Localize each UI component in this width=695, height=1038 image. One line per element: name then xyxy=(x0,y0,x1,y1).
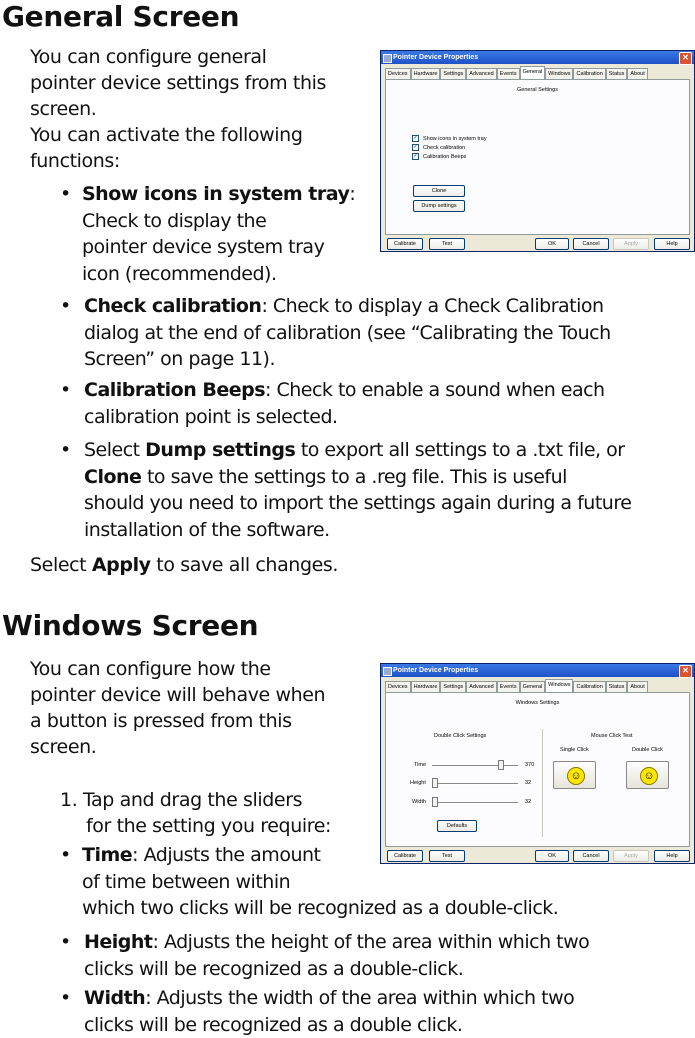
list-item: Select Dump settings to export all settings to a .txt file, or Clone to save the settings to a .reg file. This is useful should you need to import the settings again during a future installation of the software. xyxy=(84,439,632,541)
help-button[interactable]: Help xyxy=(654,238,690,250)
list-item: Show icons in system tray: Check to display the pointer device system tray icon (recommended). xyxy=(82,183,356,285)
bullet: • xyxy=(60,379,72,401)
ok-button[interactable]: OK xyxy=(535,238,569,250)
tab-calibration[interactable]: Calibration xyxy=(573,68,605,79)
list-item: Check calibration: Check to display a Check Calibration dialog at the end of calibration (see “Calibrating the Touch Screen” on page 11). xyxy=(84,295,611,370)
height-value: 32 xyxy=(525,780,532,786)
tab-devices[interactable]: Devices xyxy=(385,68,411,79)
tab-about[interactable]: About xyxy=(627,68,647,79)
check-calibration-checkbox[interactable]: ✓ Check calibration xyxy=(413,144,466,151)
step-1: 1. Tap and drag the sliders for the setting you require: xyxy=(60,789,331,837)
height-slider-thumb[interactable] xyxy=(432,778,438,788)
windows-dialog xyxy=(380,663,695,864)
tab-hardware[interactable]: Hardware xyxy=(411,681,441,692)
time-slider-track[interactable] xyxy=(432,765,518,767)
tab-status[interactable]: Status xyxy=(606,681,628,692)
single-click-test-button[interactable] xyxy=(553,761,596,789)
section-title: Windows Settings xyxy=(515,700,560,706)
divider xyxy=(542,729,543,837)
bullet: • xyxy=(60,987,72,1009)
clone-button[interactable]: Clone xyxy=(413,185,465,197)
tab-about[interactable]: About xyxy=(627,681,647,692)
close-icon[interactable]: ✕ xyxy=(679,52,692,65)
tab-strip xyxy=(385,68,648,79)
tab-general[interactable]: General xyxy=(520,66,546,79)
bullet: • xyxy=(60,439,72,461)
tab-windows[interactable]: Windows xyxy=(545,679,573,692)
width-value: 32 xyxy=(525,799,532,805)
height-label: Height xyxy=(410,780,426,786)
test-button[interactable]: Test xyxy=(429,850,465,862)
test-button[interactable]: Test xyxy=(429,238,465,250)
apply-button[interactable]: Apply xyxy=(613,850,649,862)
ok-button[interactable]: OK xyxy=(535,850,569,862)
list-item: Width: Adjusts the width of the area within which two clicks will be recognized as a double click. xyxy=(84,987,575,1036)
cancel-button[interactable]: Cancel xyxy=(573,850,609,862)
general-heading: General Screen xyxy=(2,0,240,33)
close-icon[interactable]: ✕ xyxy=(679,665,692,678)
width-slider-thumb[interactable] xyxy=(432,797,438,807)
app-icon xyxy=(383,667,392,676)
bullet: • xyxy=(60,295,72,317)
general-intro: You can configure general pointer device settings from this screen. You can activate the following functions: xyxy=(30,46,326,172)
tab-status[interactable]: Status xyxy=(606,68,628,79)
help-button[interactable]: Help xyxy=(654,850,690,862)
tab-calibration[interactable]: Calibration xyxy=(573,681,605,692)
defaults-button[interactable]: Defaults xyxy=(437,820,477,832)
apply-note: Select Apply to save all changes. xyxy=(30,554,339,576)
general-dialog xyxy=(380,50,695,252)
windows-panel xyxy=(385,692,690,847)
tab-advanced[interactable]: Advanced xyxy=(466,681,496,692)
tab-windows[interactable]: Windows xyxy=(545,68,573,79)
calibration-beeps-checkbox[interactable]: ✓ Calibration Beeps xyxy=(413,153,467,160)
double-click-test-button[interactable] xyxy=(626,761,669,789)
width-label: Width xyxy=(412,799,427,805)
height-slider-track[interactable] xyxy=(432,783,518,785)
list-item: Time: Adjusts the amount of time between within which two clicks will be recognized as a double-click. xyxy=(82,844,559,919)
windows-heading: Windows Screen xyxy=(2,609,259,642)
dump-settings-button[interactable]: Dump settings xyxy=(413,200,465,212)
tab-events[interactable]: Events xyxy=(497,68,520,79)
dialog-title-bar: Pointer Device Properties ✕ xyxy=(381,664,694,677)
calibrate-button[interactable]: Calibrate xyxy=(387,850,423,862)
bullet: • xyxy=(60,844,72,866)
apply-button[interactable]: Apply xyxy=(613,238,649,250)
tab-settings[interactable]: Settings xyxy=(440,68,466,79)
tab-hardware[interactable]: Hardware xyxy=(411,68,441,79)
tab-advanced[interactable]: Advanced xyxy=(466,68,496,79)
double-click-label: Double Click xyxy=(632,747,663,753)
width-slider-track[interactable] xyxy=(432,802,518,804)
cancel-button[interactable]: Cancel xyxy=(573,238,609,250)
time-label: Time xyxy=(414,762,427,768)
calibrate-button[interactable]: Calibrate xyxy=(387,238,423,250)
bullet: • xyxy=(60,931,72,953)
smiley-icon: ☺ xyxy=(567,767,585,785)
dialog-title-bar: Pointer Device Properties ✕ xyxy=(381,51,694,64)
tab-settings[interactable]: Settings xyxy=(440,681,466,692)
bullet: • xyxy=(60,183,72,205)
section-title: General Settings xyxy=(517,87,558,93)
tab-strip xyxy=(385,681,648,692)
tab-devices[interactable]: Devices xyxy=(385,681,411,692)
list-item: Calibration Beeps: Check to enable a sound when each calibration point is selected. xyxy=(84,379,605,428)
double-click-settings-title: Double Click Settings xyxy=(434,733,487,739)
mouse-click-test-title: Mouse Click Test xyxy=(591,733,633,739)
single-click-label: Single Click xyxy=(560,747,589,753)
tab-events[interactable]: Events xyxy=(497,681,520,692)
list-item: Height: Adjusts the height of the area within which two clicks will be recognized as a double-click. xyxy=(84,931,590,980)
app-icon xyxy=(383,54,392,63)
show-icons-checkbox[interactable]: ✓ Show icons in system tray xyxy=(413,135,487,142)
tab-general[interactable]: General xyxy=(520,681,546,692)
windows-intro: You can configure how the pointer device will behave when a button is pressed from this screen. xyxy=(30,658,326,758)
general-panel xyxy=(385,79,690,235)
smiley-icon: ☺ xyxy=(640,767,658,785)
time-value: 370 xyxy=(525,762,535,768)
time-slider-thumb[interactable] xyxy=(498,760,504,770)
